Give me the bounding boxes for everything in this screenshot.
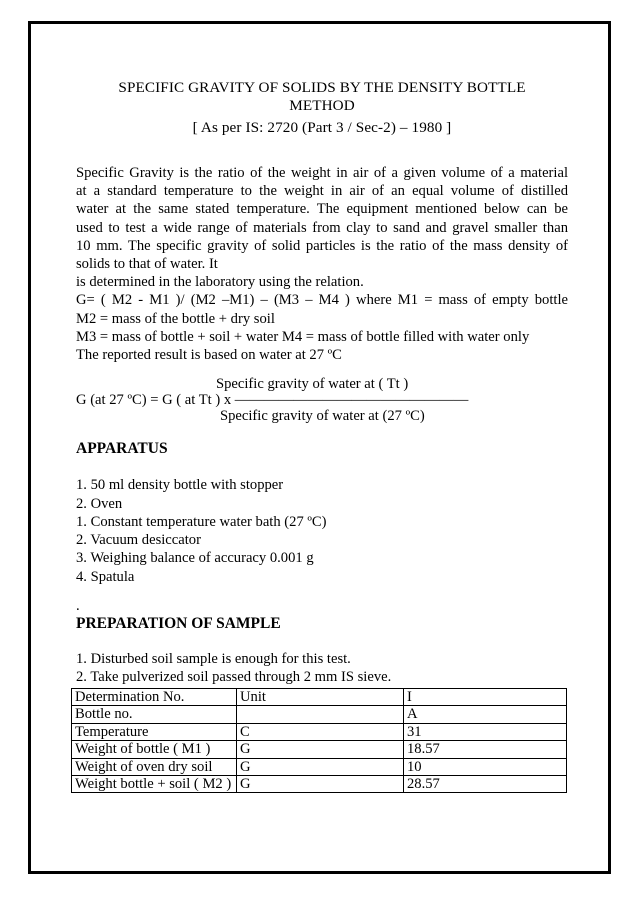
table-row — [72, 758, 567, 775]
list-item: 1. Constant temperature water bath (27 ºC) — [76, 513, 327, 530]
relation-line: G= ( M2 - M1 )/ (M2 –M1) – (M3 – M4 ) where M1 = mass of empty bottle — [76, 292, 568, 309]
formula-lhs: G (at 27 ºC) = G ( at Tt ) x ———————————————— — [76, 392, 469, 409]
intro-line: water at the same stated temperature. The equipment mentioned below can be — [76, 201, 568, 218]
table-row — [72, 776, 567, 793]
intro-line: Specific Gravity is the ratio of the weight in air of a given volume of a material — [76, 165, 568, 181]
intro-line: solids to that of water. It — [76, 256, 218, 273]
document-title — [90, 79, 554, 137]
table-cell: Determination No. — [72, 689, 237, 706]
title-line-1: SPECIFIC GRAVITY OF SOLIDS BY THE DENSITY BOTTLE — [118, 79, 526, 96]
formula-denominator: Specific gravity of water at (27 ºC) — [220, 408, 425, 425]
list-item: 2. Oven — [76, 495, 123, 512]
table-cell: Temperature — [72, 723, 237, 740]
title-line-2: METHOD — [289, 97, 355, 114]
table-cell: Weight bottle + soil ( M2 ) — [72, 776, 237, 793]
list-item: 4. Spatula — [76, 568, 135, 585]
preparation-heading: PREPARATION OF SAMPLE — [76, 615, 281, 633]
table-cell: Weight of oven dry soil — [72, 758, 237, 775]
list-item: 3. Weighing balance of accuracy 0.001 g — [76, 550, 314, 567]
correction-formula — [76, 376, 568, 434]
formula-numerator: Specific gravity of water at ( Tt ) — [216, 376, 409, 393]
table-cell: I — [404, 689, 567, 706]
list-item: 1. 50 ml density bottle with stopper — [76, 477, 284, 494]
standard-reference: [ As per IS: 2720 (Part 3 / Sec-2) – 1980 ] — [192, 119, 452, 136]
table-cell: Weight of bottle ( M1 ) — [72, 741, 237, 758]
table-cell: 28.57 — [404, 776, 567, 793]
table-cell: G — [237, 776, 404, 793]
list-item: 2. Vacuum desiccator — [76, 532, 201, 549]
table-cell: 10 — [404, 758, 567, 775]
table-row — [72, 723, 567, 740]
intro-line: is determined in the laboratory using the relation. — [76, 274, 364, 291]
document-body — [76, 79, 568, 687]
table-cell: A — [404, 706, 567, 723]
table-cell: 18.57 — [404, 741, 567, 758]
apparatus-list — [76, 476, 568, 586]
table-row — [72, 689, 567, 706]
table-row — [72, 706, 567, 723]
determination-table — [71, 688, 567, 793]
table-cell — [237, 706, 404, 723]
list-item: 2. Take pulverized soil passed through 2 mm IS sieve. — [76, 669, 392, 686]
list-item: 1. Disturbed soil sample is enough for this test. — [76, 651, 351, 668]
table-cell: Unit — [237, 689, 404, 706]
table-cell: G — [237, 758, 404, 775]
apparatus-heading: APPARATUS — [76, 440, 168, 458]
reported-result-line: The reported result is based on water at 27 ºC — [76, 347, 342, 364]
intro-line: at a standard temperature to the weight in air of an equal volume of distilled — [76, 183, 568, 200]
intro-line: used to test a wide range of materials from clay to sand and gravel smaller than — [76, 219, 568, 236]
table-cell: Bottle no. — [72, 706, 237, 723]
table-row — [72, 741, 567, 758]
table-cell: C — [237, 723, 404, 740]
definition-line: M3 = mass of bottle + soil + water M4 = mass of bottle filled with water only — [76, 328, 530, 345]
stray-dot: . — [76, 598, 80, 615]
table-cell: 31 — [404, 723, 567, 740]
intro-paragraph — [76, 164, 568, 364]
definition-line: M2 = mass of the bottle + dry soil — [76, 310, 275, 327]
table-cell: G — [237, 741, 404, 758]
intro-line: 10 mm. The specific gravity of solid particles is the ratio of the mass density of — [76, 237, 568, 254]
preparation-list — [76, 650, 568, 687]
